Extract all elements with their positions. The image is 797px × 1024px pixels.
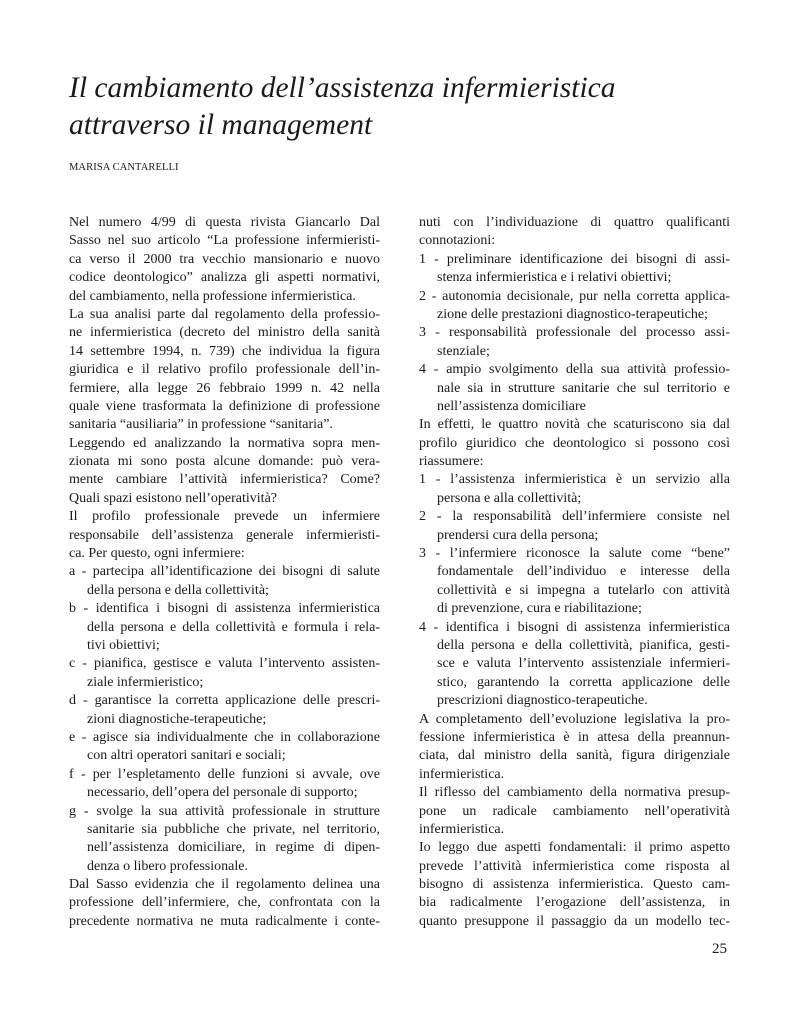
text-line: nale sia in strutture sanitarie che sul territorio e: [437, 380, 730, 396]
text-line: tivi obiettivi;: [87, 637, 160, 653]
text-line: Leggendo ed analizzando la normativa sopra men-: [69, 435, 380, 451]
page-number: 25: [712, 941, 727, 957]
text-line: di prevenzione, cura e riabilitazione;: [437, 601, 642, 617]
text-line: ziale infermieristico;: [87, 674, 204, 690]
text-line: quanto presuppone il passaggio da un modello tec-: [419, 913, 730, 929]
title-line: Il cambiamento dell’assistenza infermieristica: [69, 72, 616, 104]
text-line: 14 settembre 1994, n. 739) che individua la figura: [69, 343, 380, 359]
text-line: fessione infermieristica è in attesa della preannun-: [419, 729, 730, 745]
text-line: giuridica e il relativo profilo professionale dell’in-: [69, 362, 380, 378]
text-line: 3 - l’infermiere riconosce la salute come “bene”: [419, 546, 730, 562]
text-line: zione delle prestazioni diagnostico-terapeutiche;: [437, 306, 708, 322]
text-line: stenziale;: [437, 343, 490, 359]
text-line: prescrizioni diagnostico-terapeutiche.: [437, 693, 648, 709]
text-line: a - partecipa all’identificazione dei bisogni di salute: [69, 564, 380, 580]
text-line: della persona e della collettività;: [87, 582, 269, 598]
text-line: A completamento dell’evoluzione legislativa la pro-: [419, 711, 730, 727]
text-line: 1 - l’assistenza infermieristica è un servizio alla: [419, 472, 730, 488]
text-line: Il riflesso del cambiamento della normativa presup-: [419, 785, 730, 801]
text-line: della persona e della collettività, pianifica, gesti-: [437, 637, 730, 653]
article-title: [69, 70, 749, 144]
text-line: necessario, dell’opera del personale di supporto;: [87, 785, 358, 801]
text-line: connotazioni:: [419, 233, 496, 249]
text-line: In effetti, le quattro novità che scaturiscono sia dal: [419, 417, 730, 433]
text-line: f - per l’espletamento delle funzioni si avvale, ove: [69, 766, 380, 782]
text-line: zionata mi sono posta alcune domande: può vera-: [69, 454, 380, 470]
text-line: sanitaria “ausiliaria” in professione “sanitaria”.: [69, 417, 333, 433]
text-line: 3 - responsabilità professionale del processo assi-: [419, 325, 730, 341]
text-line: sanitarie sia pubbliche che private, nel territorio,: [87, 821, 380, 837]
text-line: professione dell’infermiere, che, confrontata con la: [69, 895, 380, 911]
text-line: La sua analisi parte dal regolamento della professio-: [69, 306, 380, 322]
text-line: sce e valuta l’intervento assistenziale infermieri-: [437, 656, 730, 672]
text-line: nuti con l’individuazione di quattro qualificanti: [419, 215, 730, 230]
text-line: bisogno di assistenza infermieristica. Questo cam-: [419, 877, 730, 893]
text-line: riassumere:: [419, 454, 484, 470]
text-line: fermiere, alla legge 26 febbraio 1999 n. 42 nella: [69, 380, 380, 396]
text-line: fondamentale dell’individuo e interesse della: [437, 564, 730, 580]
text-line: codice deontologico” analizza gli aspetti normativi,: [69, 270, 380, 286]
title-line: attraverso il management: [69, 109, 373, 141]
text-line: stico, garantendo la corretta applicazione delle: [437, 674, 730, 690]
text-line: infermieristica.: [419, 766, 505, 782]
text-line: b - identifica i bisogni di assistenza infermieristica: [69, 601, 380, 617]
text-line: ca verso il 2000 tra vecchio mansionario e nuovo: [69, 251, 380, 267]
text-line: del cambiamento, nella professione infermieristica.: [69, 288, 356, 304]
text-line: ne infermieristica (decreto del ministro della sanità: [69, 325, 380, 341]
text-line: nell’assistenza domiciliare: [437, 398, 586, 414]
text-line: d - garantisce la corretta applicazione delle prescri-: [69, 693, 380, 709]
text-line: collettività e si impegna a tutelarlo con attività: [437, 582, 730, 598]
text-line: mente cambiare l’attività infermieristica? Come?: [69, 472, 380, 488]
text-line: ciata, dal ministro della sanità, figura dirigenziale: [419, 748, 730, 764]
text-line: pone un radicale cambiamento nell’operatività: [419, 803, 730, 819]
body-column-left: [69, 214, 380, 931]
text-line: nell’assistenza domiciliare, in regime di dipen-: [87, 840, 380, 856]
text-line: prevede l’attività infermieristica come risposta al: [419, 858, 730, 874]
text-line: precedente normativa ne muta radicalmente i conte-: [69, 913, 380, 929]
text-line: 2 - autonomia decisionale, pur nella corretta applica-: [419, 288, 730, 304]
text-line: con altri operatori sanitari e sociali;: [87, 748, 286, 764]
text-line: c - pianifica, gestisce e valuta l’intervento assisten-: [69, 656, 380, 672]
text-line: ca. Per questo, ogni infermiere:: [69, 546, 245, 562]
text-line: quale viene trasformata la definizione di professione: [69, 398, 380, 414]
text-line: infermieristica.: [419, 821, 505, 837]
text-line: 1 - preliminare identificazione dei bisogni di assi-: [419, 251, 730, 267]
text-line: 4 - identifica i bisogni di assistenza infermieristica: [419, 619, 730, 635]
text-line: della persona e della collettività e formula i rela-: [87, 619, 380, 635]
text-line: g - svolge la sua attività professionale in strutture: [69, 803, 380, 819]
text-line: Sasso nel suo articolo “La professione infermieristi-: [69, 233, 380, 249]
text-line: Quali spazi esistono nell’operatività?: [69, 490, 277, 506]
text-line: Io leggo due aspetti fondamentali: il primo aspetto: [419, 840, 730, 856]
text-line: profilo giuridico che deontologico si possono così: [419, 435, 730, 451]
text-line: denza o libero professionale.: [87, 858, 248, 874]
text-line: bia radicalmente l’erogazione dell’assistenza, in: [419, 895, 730, 911]
text-line: 2 - la responsabilità dell’infermiere consiste nel: [419, 509, 730, 525]
text-line: zioni diagnostiche-terapeutiche;: [87, 711, 267, 727]
text-line: responsabile dell’assistenza generale infermieristi-: [69, 527, 380, 543]
text-line: stenza infermieristica e i relativi obiettivi;: [437, 270, 672, 286]
text-line: Il profilo professionale prevede un infermiere: [69, 509, 380, 525]
text-line: Nel numero 4/99 di questa rivista Giancarlo Dal: [69, 215, 380, 230]
body-column-right: [419, 214, 730, 931]
text-line: e - agisce sia individualmente che in collaborazione: [69, 729, 380, 745]
author-name: MARISA CANTARELLI: [69, 162, 179, 173]
text-line: Dal Sasso evidenzia che il regolamento delinea una: [69, 877, 380, 893]
text-line: persona e alla collettività;: [437, 490, 582, 506]
text-line: prendersi cura della persona;: [437, 527, 599, 543]
text-line: 4 - ampio svolgimento della sua attività professio-: [419, 362, 730, 378]
